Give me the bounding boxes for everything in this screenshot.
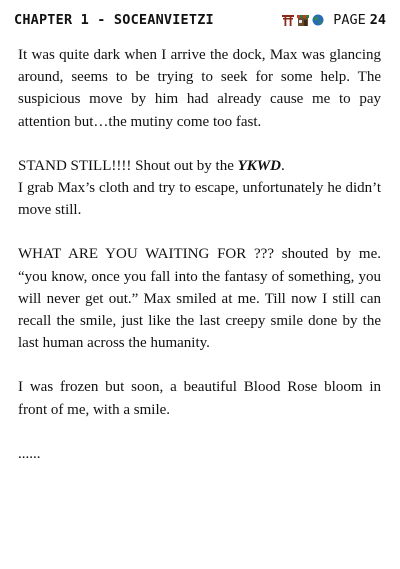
- story-text: [18, 44, 381, 465]
- paragraph-3: I grab Max’s cloth and try to escape, unfortunately he didn’t move still.: [18, 180, 381, 219]
- paragraph-2-text: STAND STILL!!!! Shout out by the: [18, 157, 238, 174]
- header-right: [282, 10, 386, 30]
- page-number: 24: [369, 12, 386, 28]
- paragraph-2: [18, 155, 381, 177]
- paragraph-5: I was frozen but soon, a beautiful Blood Rose bloom in front of me, with a smile.: [18, 379, 381, 418]
- page-header: [14, 10, 386, 30]
- shop-icon: [297, 14, 309, 26]
- chapter-title: CHAPTER 1 - SOCEANVIETZI: [14, 12, 214, 28]
- paragraph-4: WHAT ARE YOU WAITING FOR ??? shouted by me. “you know, once you fall into the fantasy of something, you will never get out.” Max smiled at me. Till now I still can recall the smile, just like the last creepy smile done by the last human across the humanity.: [18, 246, 381, 352]
- paragraph-1: It was quite dark when I arrive the dock, Max was glancing around, seems to be trying to seek for some help. The suspicious move by him had already cause me to pay attention but…the mutiny come too fast.: [18, 47, 381, 130]
- paragraph-2-end: .: [280, 157, 285, 174]
- page-label: PAGE: [333, 12, 366, 28]
- ellipsis: ......: [18, 445, 41, 462]
- ykwd-emphasis: YKWD: [237, 157, 281, 174]
- torii-gate-icon: [282, 14, 294, 26]
- globe-icon: [312, 14, 324, 26]
